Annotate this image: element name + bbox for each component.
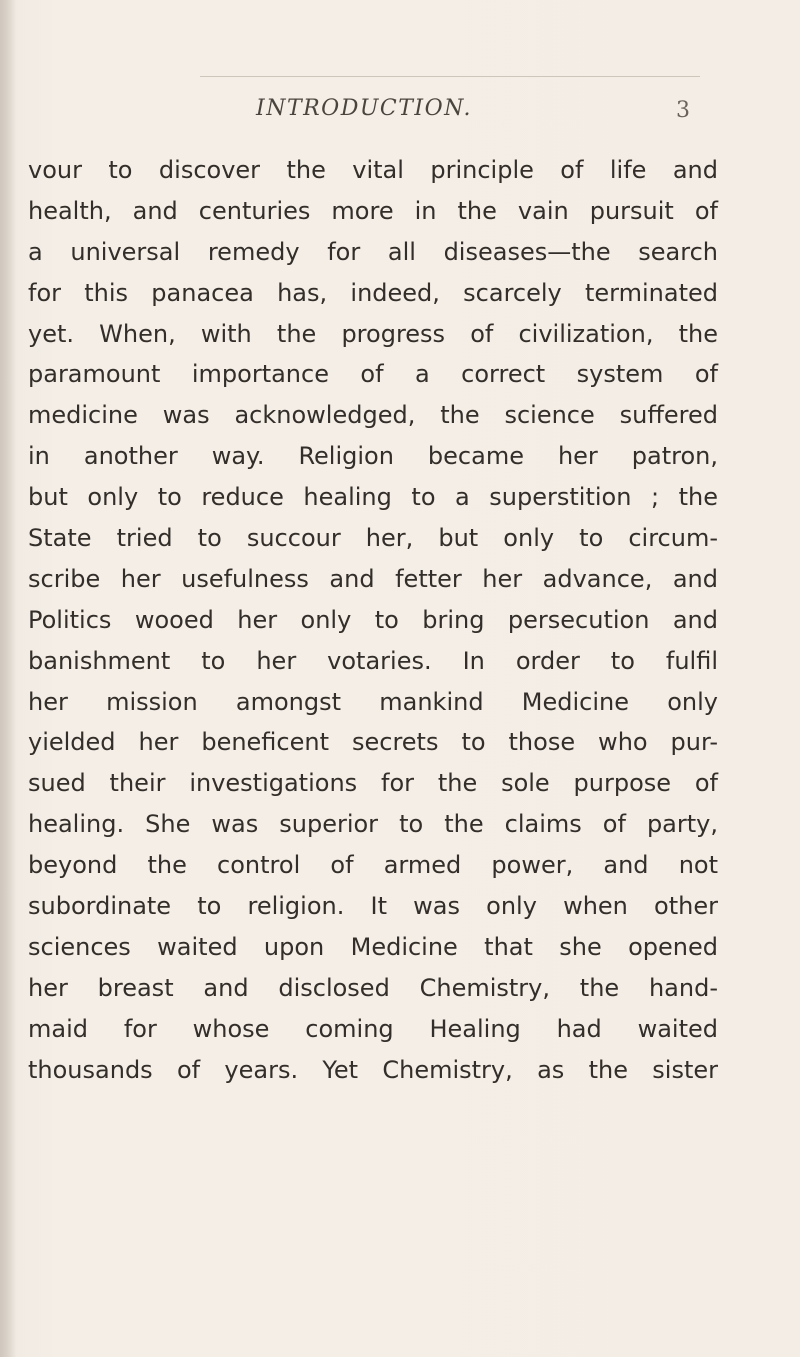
text-line: her breast and disclosed Chemistry, the hand-: [28, 973, 718, 1002]
text-line: but only to reduce healing to a superstition ; the: [28, 483, 718, 512]
header-rule: [200, 76, 700, 77]
text-line: medicine was acknowledged, the science suffered: [28, 401, 718, 430]
text-line: thousands of years. Yet Chemistry, as the sister: [28, 1055, 718, 1084]
text-line: paramount importance of a correct system of: [28, 360, 718, 389]
text-line: beyond the control of armed power, and not: [28, 851, 718, 880]
text-line: healing. She was superior to the claims of party,: [28, 810, 718, 839]
body-text: [28, 150, 718, 1090]
text-line: State tried to succour her, but only to circum-: [28, 524, 718, 553]
text-line: vour to discover the vital principle of life and: [28, 156, 718, 184]
text-line: her mission amongst mankind Medicine only: [28, 687, 718, 716]
text-line: subordinate to religion. It was only when other: [28, 892, 718, 921]
text-line: scribe her usefulness and fetter her advance, and: [28, 564, 718, 593]
running-head: INTRODUCTION.: [256, 96, 472, 121]
text-line: sued their investigations for the sole purpose of: [28, 769, 718, 798]
page-number: 3: [676, 98, 690, 123]
text-line: health, and centuries more in the vain pursuit of: [28, 196, 718, 225]
text-line: yet. When, with the progress of civilization, the: [28, 319, 718, 348]
text-line: a universal remedy for all diseases—the search: [28, 237, 718, 266]
text-line: banishment to her votaries. In order to fulfil: [28, 646, 718, 675]
text-line: for this panacea has, indeed, scarcely terminated: [28, 278, 718, 307]
text-line: maid for whose coming Healing had waited: [28, 1014, 718, 1043]
text-line: sciences waited upon Medicine that she opened: [28, 932, 718, 961]
text-line: in another way. Religion became her patron,: [28, 442, 718, 471]
text-line: yielded her beneficent secrets to those who pur-: [28, 728, 718, 757]
text-line: Politics wooed her only to bring persecution and: [28, 605, 718, 634]
spine-shadow: [0, 0, 16, 1357]
